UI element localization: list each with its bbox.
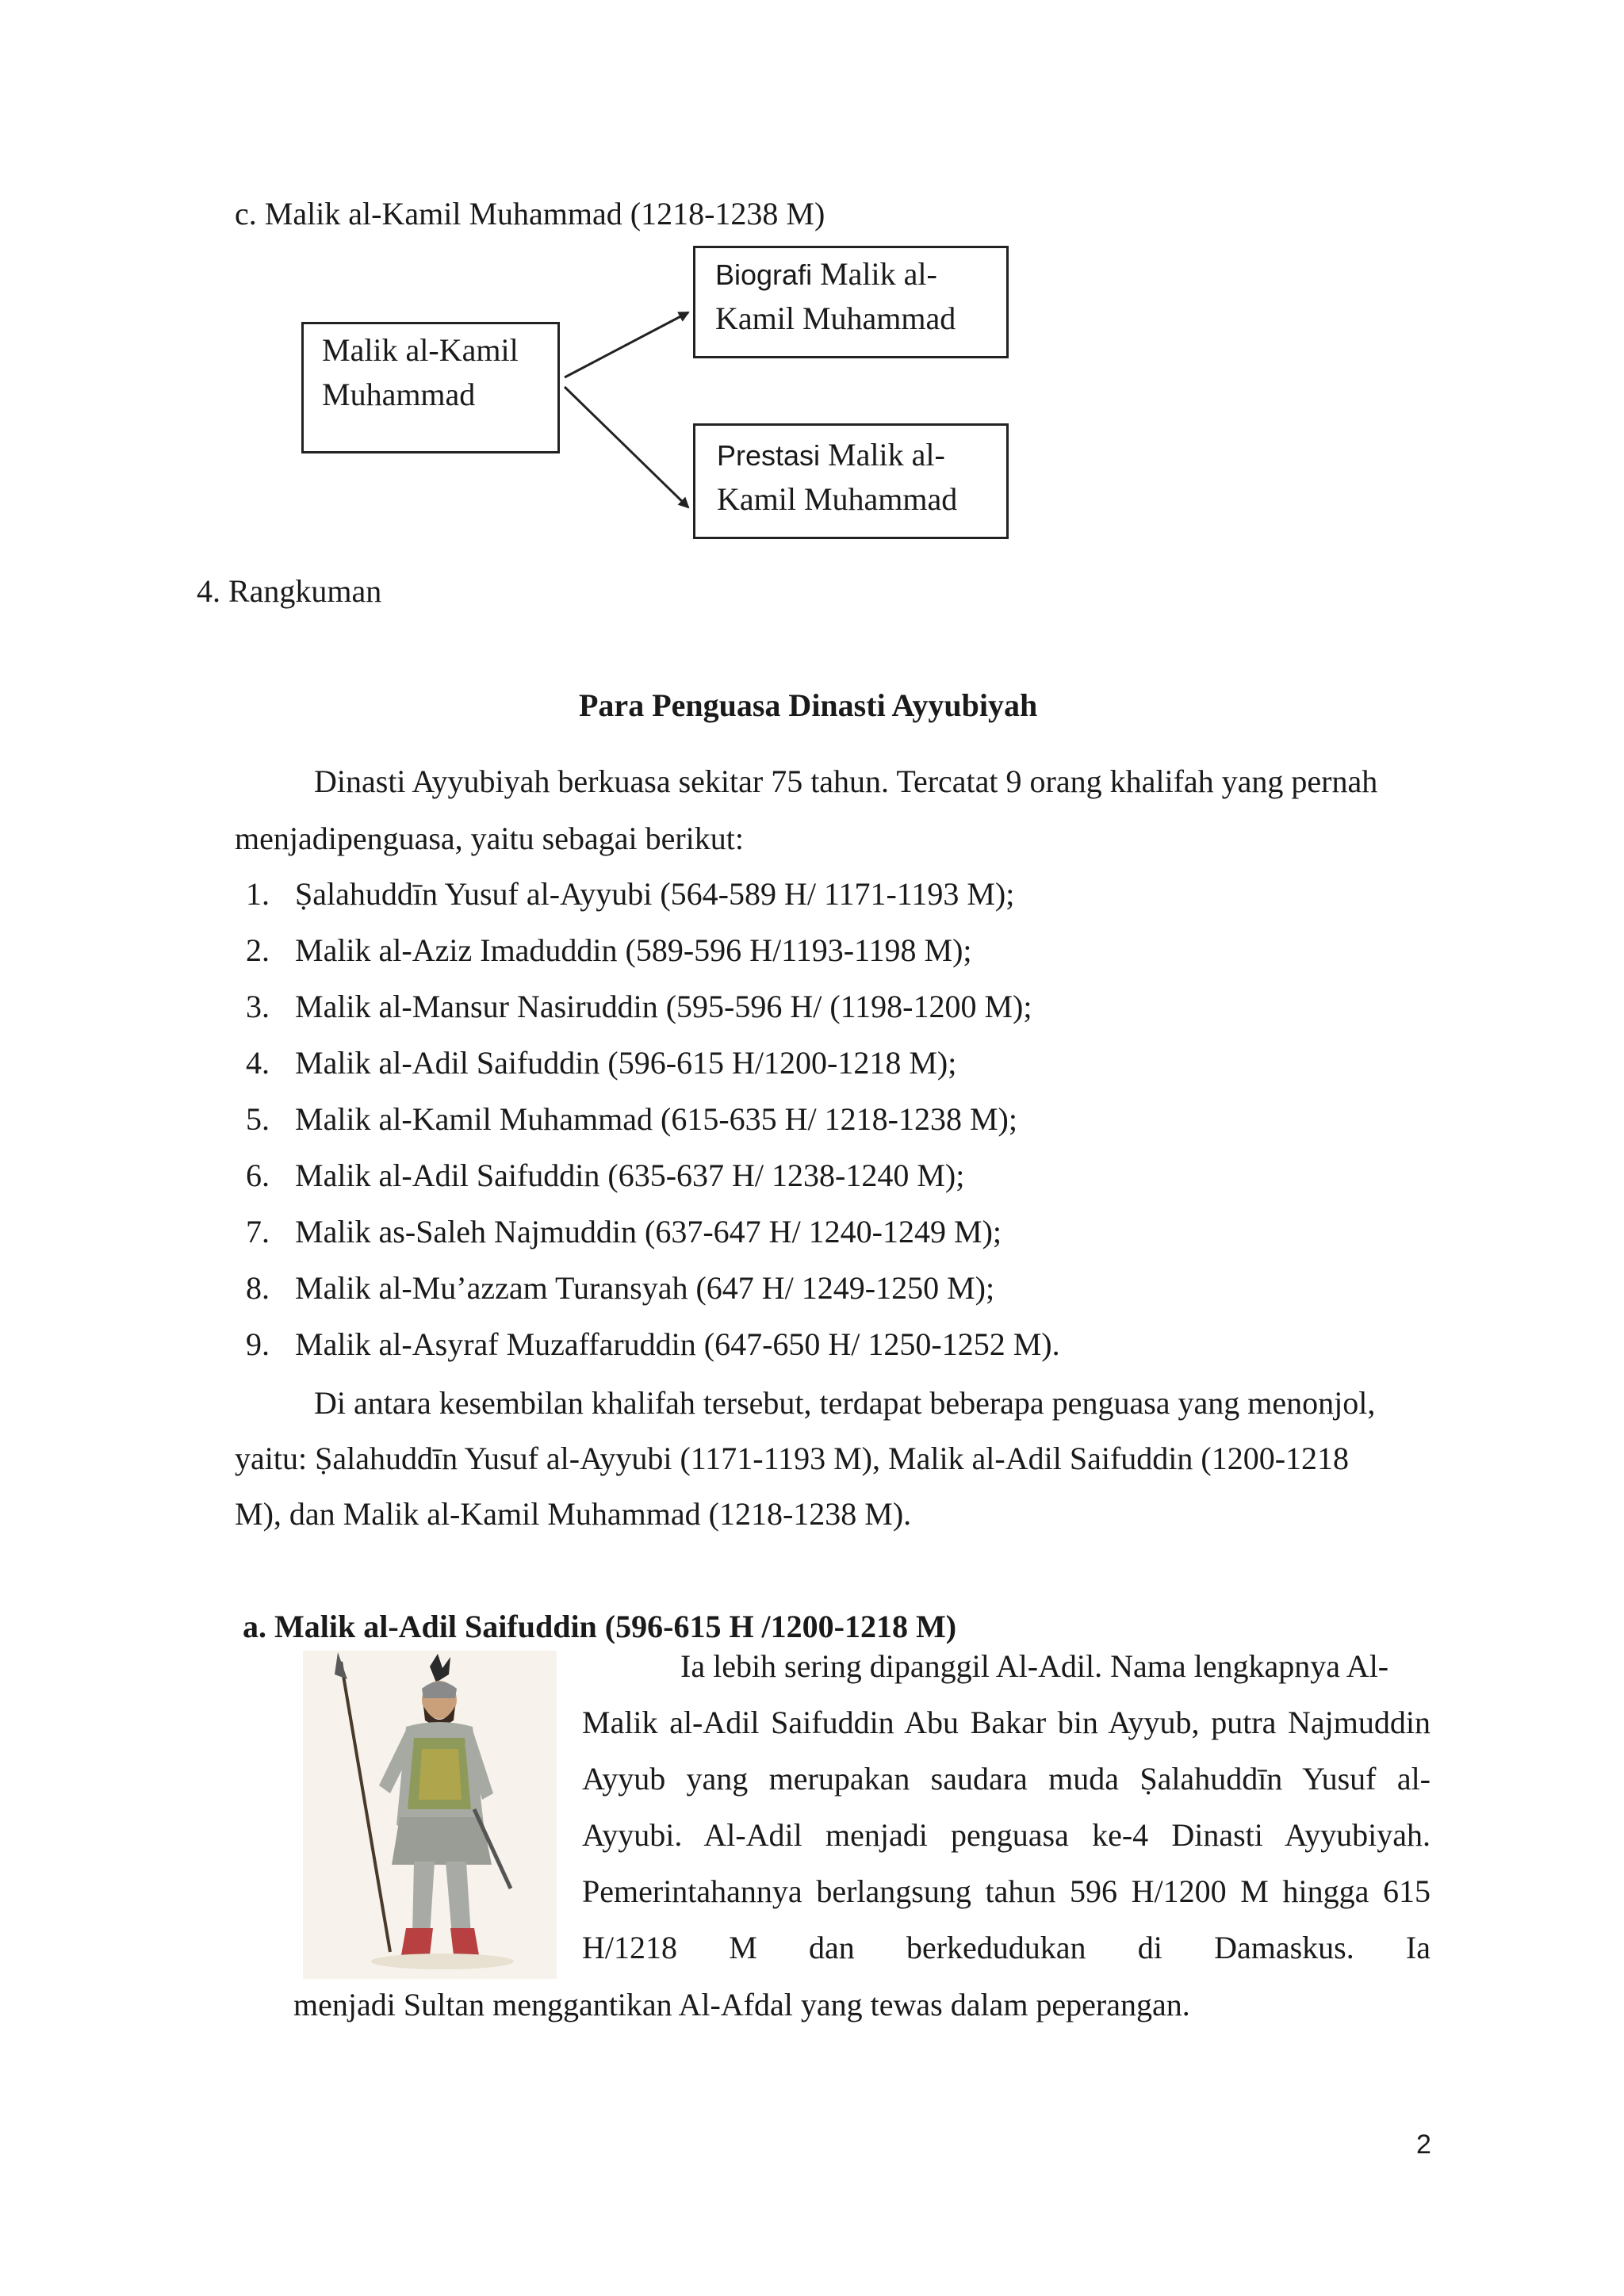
section-a-line-1: Ia lebih sering dipanggil Al-Adil. Nama lengkapnya Al-	[680, 1648, 1389, 1684]
section-4-heading: 4. Rangkuman	[197, 573, 382, 609]
summary-line-3: M), dan Malik al-Kamil Muhammad (1218-1238 M).	[235, 1496, 912, 1532]
diagram-target-biografi-prefix: Biografi	[715, 258, 813, 291]
page-number: 2	[1416, 2130, 1431, 2160]
ruler-num: 8.	[246, 1270, 270, 1306]
diagram-target-biografi-line2: Kamil Muhammad	[715, 300, 956, 336]
diagram-target-prestasi-line2: Kamil Muhammad	[717, 481, 958, 517]
ruler-num: 9.	[246, 1326, 270, 1362]
ruler-num: 2.	[246, 932, 270, 968]
intro-line-2: menjadipenguasa, yaitu sebagai berikut:	[235, 821, 745, 856]
ruler-num: 1.	[246, 876, 270, 912]
ruler-text: Malik al-Asyraf Muzaffaruddin (647-650 H/ 1250-1252 M).	[295, 1326, 1060, 1362]
ruler-text: Malik al-Mansur Nasiruddin (595-596 H/ (1198-1200 M);	[295, 989, 1032, 1024]
summary-line-2: yaitu: Ṣalahuddīn Yusuf al-Ayyubi (1171-1193 M), Malik al-Adil Saifuddin (1200-1218	[235, 1441, 1350, 1476]
ruler-text: Malik as-Saleh Najmuddin (637-647 H/ 1240-1249 M);	[295, 1214, 1002, 1249]
diagram-target-prestasi-prefix: Prestasi	[717, 439, 821, 472]
warrior-illustration-icon	[303, 1651, 557, 1979]
ruler-text: Malik al-Adil Saifuddin (635-637 H/ 1238-1240 M);	[295, 1158, 965, 1193]
diagram-target-prestasi-rest: Malik al-	[820, 437, 945, 473]
diagram-source-line1: Malik al-Kamil	[322, 332, 519, 368]
section-4-title: Para Penguasa Dinasti Ayyubiyah	[579, 687, 1038, 723]
ruler-num: 5.	[246, 1101, 270, 1137]
ruler-text: Malik al-Mu’azzam Turansyah (647 H/ 1249-1250 M);	[295, 1270, 995, 1306]
ruler-text: Malik al-Adil Saifuddin (596-615 H/1200-1218 M);	[295, 1045, 957, 1081]
intro-line-1: Dinasti Ayyubiyah berkuasa sekitar 75 tahun. Tercatat 9 orang khalifah yang pernah	[314, 763, 1378, 799]
ruler-num: 3.	[246, 989, 270, 1024]
ruler-num: 7.	[246, 1214, 270, 1249]
ruler-num: 4.	[246, 1045, 270, 1081]
summary-line-1: Di antara kesembilan khalifah tersebut, terdapat beberapa penguasa yang menonjol,	[314, 1385, 1376, 1421]
arrow-to-biografi	[565, 312, 688, 377]
diagram-source-line2: Muhammad	[322, 377, 476, 412]
ruler-num: 6.	[246, 1158, 270, 1193]
ruler-text: Malik al-Aziz Imaduddin (589-596 H/1193-1198 M);	[295, 932, 972, 968]
section-a-last-line: menjadi Sultan menggantikan Al-Afdal yang tewas dalam peperangan.	[293, 1987, 1190, 2022]
section-c-heading: c. Malik al-Kamil Muhammad (1218-1238 M)	[235, 196, 825, 232]
arrow-to-prestasi	[565, 387, 688, 507]
section-a-body	[582, 1694, 1431, 1976]
section-a-body-text: Malik al-Adil Saifuddin Abu Bakar bin Ayyub, putra Najmuddin Ayyub yang merupakan saudara muda Ṣalahuddīn Yusuf al-Ayyubi. Al-Adil menjadi penguasa ke-4 Dinasti Ayyubiyah. Pemerintahannya berlangsung tahun 596 H/1200 M hingga 615 H/1218 M dan berkedudukan di Damaskus. Ia	[582, 1705, 1431, 1965]
section-a-heading: a. Malik al-Adil Saifuddin (596-615 H /1200-1218 M)	[243, 1609, 957, 1644]
ruler-text: Ṣalahuddīn Yusuf al-Ayyubi (564-589 H/ 1171-1193 M);	[295, 876, 1015, 912]
diagram-target-biografi-rest: Malik al-	[812, 256, 937, 292]
ruler-text: Malik al-Kamil Muhammad (615-635 H/ 1218-1238 M);	[295, 1101, 1017, 1137]
